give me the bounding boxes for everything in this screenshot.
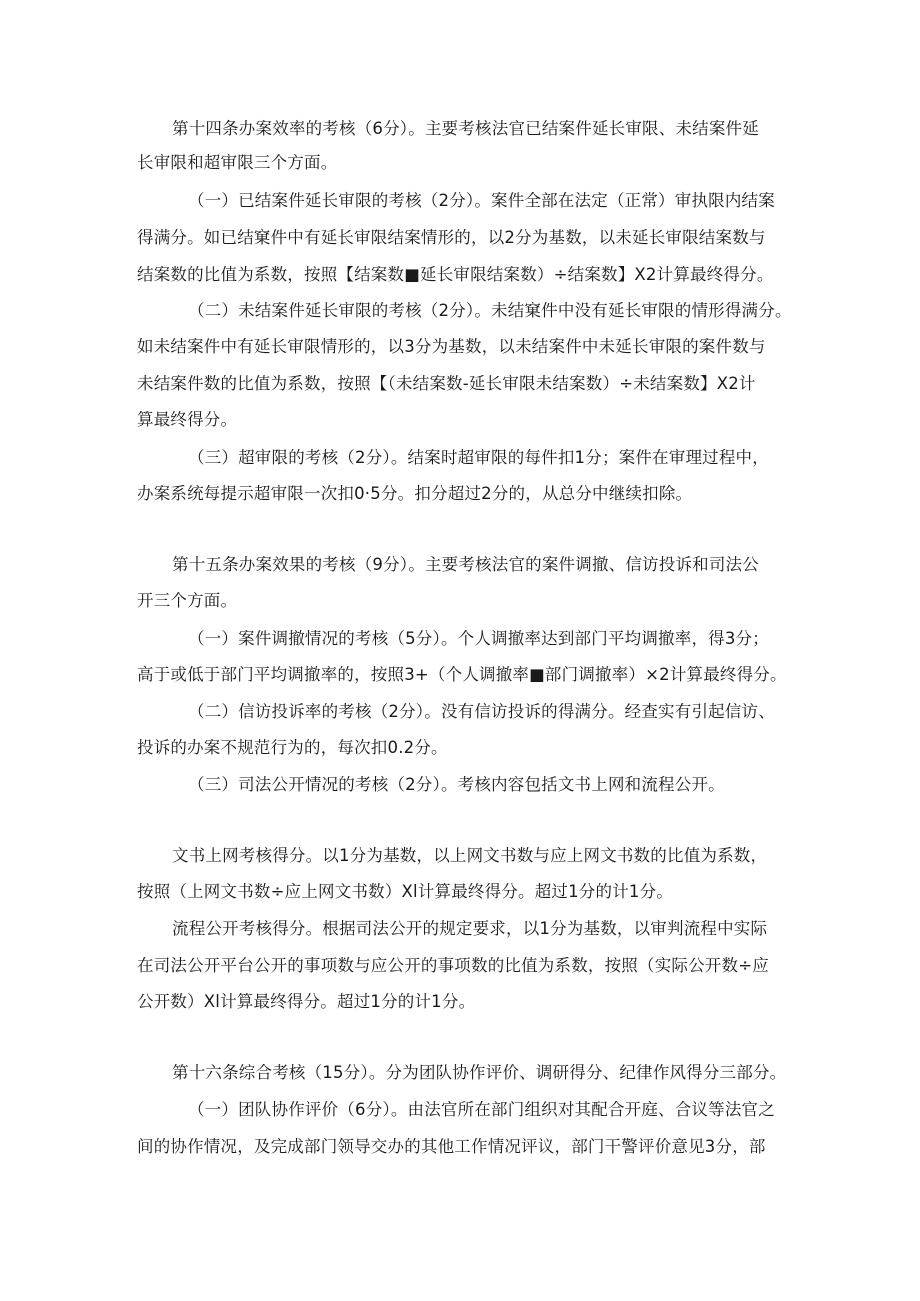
paragraph-line: 得满分。如已结窠件中有延长审限结案情形的，以2分为基数，以未延长审限结案数与 bbox=[137, 228, 766, 247]
article-14-heading: 第十四条办案效率的考核（6分）。主要考核法官已结案件延长审限、未结案件延 bbox=[172, 119, 759, 138]
paragraph-line: 算最终得分。 bbox=[137, 410, 238, 429]
clause-14-2: （二）未结案件延长审限的考核（2分）。未结窠件中没有延长审限的情形得满分。 bbox=[188, 301, 792, 320]
paragraph-line: 未结案件数的比值为系数，按照【（未结案数-延长审限未结案数）÷未结案数】X2计 bbox=[137, 374, 756, 393]
article-15-heading: 第十五条办案效果的考核（9分）。主要考核法官的案件调撤、信访投诉和司法公 bbox=[172, 555, 759, 574]
paragraph-line: 如未结案件中有延长审限情形的，以3分为基数，以未结案件中未延长审限的案件数与 bbox=[137, 337, 766, 356]
clause-14-3: （三）超审限的考核（2分）。结案时超审限的每件扣1分；案件在审理过程中， bbox=[188, 448, 769, 467]
paragraph-document-online: 文书上网考核得分。以1分为基数，以上网文书数与应上网文书数的比值为系数， bbox=[172, 846, 768, 865]
paragraph-line: 开三个方面。 bbox=[137, 591, 238, 610]
paragraph-process-open: 流程公开考核得分。根据司法公开的规定要求，以1分为基数，以审判流程中实际 bbox=[172, 919, 768, 938]
paragraph-line: 在司法公开平台公开的事项数与应公开的事项数的比值为系数，按照（实际公开数÷应 bbox=[137, 956, 769, 975]
paragraph-line: 按照（上网文书数÷应上网文书数）Xl计算最终得分。超过1分的计1分。 bbox=[137, 882, 674, 901]
paragraph-line: 公开数）Xl计算最终得分。超过1分的计1分。 bbox=[137, 992, 476, 1011]
clause-16-1: （一）团队协作评价（6分）。由法官所在部门组织对其配合开庭、合议等法官之 bbox=[188, 1100, 775, 1119]
article-16-heading: 第十六条综合考核（15分）。分为团队协作评价、调研得分、纪律作风得分三部分。 bbox=[172, 1063, 787, 1082]
paragraph-line: 间的协作情况，及完成部门领导交办的其他工作情况评议，部门干警评价意见3分，部 bbox=[137, 1137, 766, 1156]
paragraph-line: 高于或低于部门平均调撤率的，按照3+（个人调撤率■部门调撤率）×2计算最终得分。 bbox=[137, 665, 787, 684]
paragraph-line: 办案系统每提示超审限一次扣0·5分。扣分超过2分的，从总分中继续扣除。 bbox=[137, 484, 693, 503]
clause-14-1: （一）已结案件延长审限的考核（2分）。案件全部在法定（正常）审执限内结案 bbox=[188, 191, 775, 210]
clause-15-1: （一）案件调撤情况的考核（5分）。个人调撤率达到部门平均调撤率，得3分； bbox=[188, 629, 769, 648]
clause-15-2: （二）信访投诉率的考核（2分）。没有信访投诉的得满分。经查实有引起信访、 bbox=[188, 702, 775, 721]
paragraph-line: 结案数的比值为系数，按照【结案数■延长审限结案数）÷结案数】X2计算最终得分。 bbox=[137, 265, 774, 284]
clause-15-3: （三）司法公开情况的考核（2分）。考核内容包括文书上网和流程公开。 bbox=[188, 775, 725, 794]
paragraph-line: 长审限和超审限三个方面。 bbox=[137, 153, 338, 172]
paragraph-line: 投诉的办案不规范行为的，每次扣0.2分。 bbox=[137, 738, 448, 757]
